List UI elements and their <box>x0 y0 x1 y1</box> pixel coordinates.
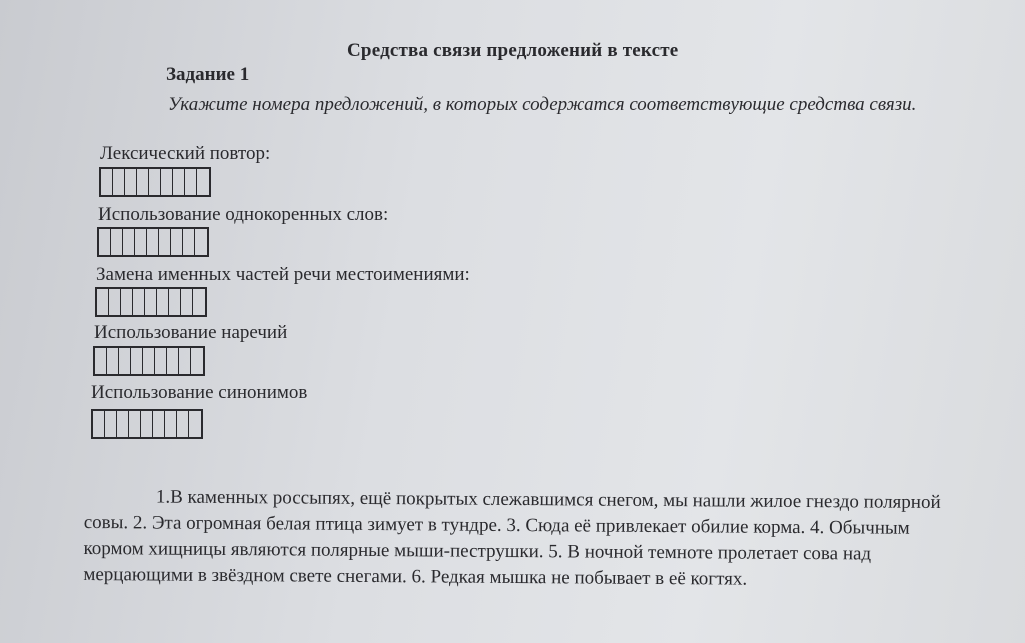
answer-cell[interactable] <box>123 229 135 255</box>
answer-cell[interactable] <box>197 169 209 195</box>
answer-cell[interactable] <box>169 289 181 315</box>
category-label-lexical-repetition: Лексический повтор: <box>100 143 271 164</box>
answer-cell[interactable] <box>105 411 117 437</box>
answer-cell[interactable] <box>155 348 167 374</box>
answer-cell[interactable] <box>189 411 201 437</box>
answer-cell[interactable] <box>141 411 153 437</box>
answer-cell[interactable] <box>171 229 183 255</box>
answer-grid-lexical-repetition[interactable] <box>99 167 211 197</box>
answer-grid-synonyms[interactable] <box>91 409 203 439</box>
answer-cell[interactable] <box>157 289 169 315</box>
answer-cell[interactable] <box>113 169 125 195</box>
category-label-adverbs: Использование наречий <box>94 322 288 343</box>
answer-cell[interactable] <box>129 411 141 437</box>
category-label-synonyms: Использование синонимов <box>91 382 308 403</box>
task-label: Задание 1 <box>166 64 250 85</box>
answer-cell[interactable] <box>161 169 173 195</box>
answer-grid-pronoun-substitution[interactable] <box>95 287 207 317</box>
answer-cell[interactable] <box>135 229 147 255</box>
category-label-cognate-words: Использование однокоренных слов: <box>98 204 389 225</box>
answer-cell[interactable] <box>185 169 197 195</box>
answer-cell[interactable] <box>181 289 193 315</box>
answer-cell[interactable] <box>147 229 159 255</box>
task-instruction: Укажите номера предложений, в которых содержатся соответствующие средства связи. <box>168 94 917 115</box>
answer-cell[interactable] <box>143 348 155 374</box>
answer-cell[interactable] <box>125 169 137 195</box>
answer-cell[interactable] <box>99 229 111 255</box>
answer-cell[interactable] <box>145 289 157 315</box>
answer-cell[interactable] <box>117 411 129 437</box>
answer-cell[interactable] <box>121 289 133 315</box>
answer-cell[interactable] <box>95 348 107 374</box>
answer-grid-adverbs[interactable] <box>93 346 205 376</box>
answer-cell[interactable] <box>109 289 121 315</box>
answer-cell[interactable] <box>133 289 145 315</box>
answer-cell[interactable] <box>177 411 189 437</box>
answer-cell[interactable] <box>195 229 207 255</box>
answer-grid-cognate-words[interactable] <box>97 227 209 257</box>
passage-text: 1.В каменных россыпях, ещё покрытых слежавшимся снегом, мы нашли жилое гнездо полярной совы. 2. Эта огромная белая птица зимует в тундре. 3. Сюда её привлекает обилие корма. 4. Обычным кормом хищницы являются полярные мыши-пеструшки. 5. В ночной темноте пролетает сова над мерцающими в звёздном свете снегами. 6. Редкая мышка не побывает в её когтях. <box>83 486 941 590</box>
answer-cell[interactable] <box>131 348 143 374</box>
answer-cell[interactable] <box>167 348 179 374</box>
document-title: Средства связи предложений в тексте <box>347 40 679 61</box>
answer-cell[interactable] <box>191 348 203 374</box>
answer-cell[interactable] <box>193 289 205 315</box>
answer-cell[interactable] <box>119 348 131 374</box>
answer-cell[interactable] <box>153 411 165 437</box>
category-label-pronoun-substitution: Замена именных частей речи местоимениями: <box>96 264 470 285</box>
answer-cell[interactable] <box>165 411 177 437</box>
answer-cell[interactable] <box>111 229 123 255</box>
answer-cell[interactable] <box>159 229 171 255</box>
answer-cell[interactable] <box>183 229 195 255</box>
answer-cell[interactable] <box>137 169 149 195</box>
answer-cell[interactable] <box>101 169 113 195</box>
answer-cell[interactable] <box>149 169 161 195</box>
answer-cell[interactable] <box>173 169 185 195</box>
answer-cell[interactable] <box>107 348 119 374</box>
answer-cell[interactable] <box>93 411 105 437</box>
answer-cell[interactable] <box>179 348 191 374</box>
answer-cell[interactable] <box>97 289 109 315</box>
